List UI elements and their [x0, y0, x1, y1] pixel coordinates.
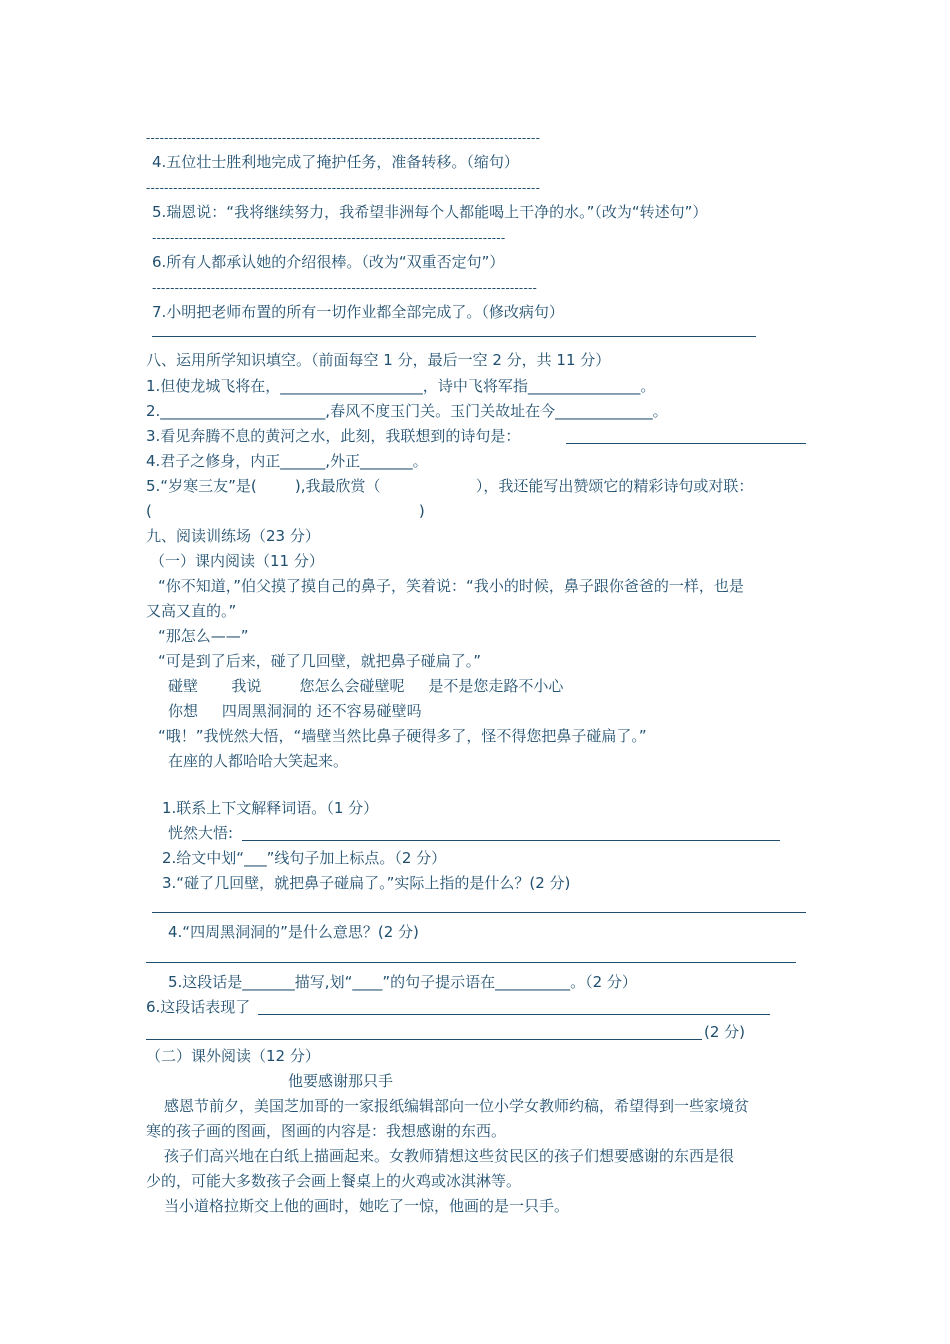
reading-q3: 3.“碰了几回壁，就把鼻子碰扁了。”实际上指的是什么？(2 分) [162, 874, 571, 892]
reading-q4: 4.“四周黑洞洞的”是什么意思？(2 分) [168, 923, 419, 941]
fill-8-4: 4.君子之修身，内正______,外正_______。 [146, 452, 428, 470]
fill-8-3: 3.看见奔腾不息的黄河之水，此刻，我联想到的诗句是： [146, 427, 521, 445]
answer-underline [146, 962, 796, 963]
article-line: 孩子们高兴地在白纸上描画起来。女教师猜想这些贫民区的孩子们想要感谢的东西是很 [164, 1147, 735, 1165]
passage-line: “那怎么——” [158, 627, 249, 645]
dashed-answer-line: --------------------------------------------------------------------------------------- [146, 181, 541, 195]
fill-8-1: 1.但使龙城飞将在，___________________，诗中飞将军指_______________。 [146, 377, 656, 395]
article-title: 他要感谢那只手 [288, 1072, 394, 1090]
reading-q1: 1.联系上下文解释词语。（1 分） [162, 799, 379, 817]
answer-underline [242, 840, 780, 841]
answer-underline [152, 912, 806, 913]
article-line: 感恩节前夕，美国芝加哥的一家报纸编辑部向一位小学女教师约稿，希望得到一些家境贫 [164, 1097, 750, 1115]
answer-underline [152, 336, 756, 337]
reading-q5: 5.这段话是_______描写,划“____”的句子提示语在__________。（2 分） [168, 973, 637, 991]
article-line: 少的，可能大多数孩子会画上餐桌上的火鸡或冰淇淋等。 [146, 1172, 522, 1190]
reading-q2: 2.给文中划“___”线句子加上标点。（2 分） [162, 849, 447, 867]
fill-8-5-blank: ( ) [146, 502, 425, 520]
article-line: 寒的孩子画的图画，图画的内容是：我想感谢的东西。 [146, 1122, 507, 1140]
reading-q6: 6.这段话表现了 [146, 998, 251, 1016]
reading-1-heading: （一）课内阅读（11 分） [150, 552, 324, 570]
question-7-6: 6.所有人都承认她的介绍很棒。（改为“双重否定句”） [152, 253, 505, 271]
reading-q6-score: (2 分) [704, 1023, 746, 1041]
passage-line: 你想 四周黑洞洞的 还不容易碰壁吗 [168, 702, 422, 720]
reading-2-heading: （二）课外阅读（12 分） [146, 1047, 320, 1065]
passage-line: 碰壁 我说 您怎么会碰壁呢 是不是您走路不小心 [168, 677, 564, 695]
answer-underline [146, 1039, 702, 1040]
passage-line: 又高又直的。” [146, 602, 237, 620]
fill-8-2: 2.______________________,春风不度玉门关。玉门关故址在今_____________。 [146, 402, 668, 420]
dashed-answer-line: ------------------------------------------------------------------------------ [152, 231, 506, 245]
reading-q1-term: 恍然大悟: [168, 824, 234, 842]
question-7-7: 7.小明把老师布置的所有一切作业都全部完成了。（修改病句） [152, 303, 564, 321]
question-7-5: 5.瑞恩说：“我将继续努力，我希望非洲每个人都能喝上干净的水。”（改为“转述句”） [152, 203, 708, 221]
answer-underline [566, 443, 806, 444]
passage-line: 在座的人都哈哈大笑起来。 [168, 752, 349, 770]
dashed-answer-line: ------------------------------------------------------------------------------------- [152, 281, 538, 295]
fill-8-5: 5.“岁寒三友”是( ),我最欣赏（ ），我还能写出赞颂它的精彩诗句或对联： [146, 477, 754, 495]
answer-underline [258, 1014, 770, 1015]
passage-line: “可是到了后来，碰了几回壁，就把鼻子碰扁了。” [158, 652, 482, 670]
article-line: 当小道格拉斯交上他的画时，她吃了一惊，他画的是一只手。 [164, 1197, 570, 1215]
section-8-heading: 八、运用所学知识填空。（前面每空 1 分，最后一空 2 分，共 11 分） [146, 351, 611, 369]
dashed-answer-line: --------------------------------------------------------------------------------------- [146, 131, 541, 145]
section-9-heading: 九、阅读训练场（23 分） [146, 527, 320, 545]
question-7-4: 4.五位壮士胜利地完成了掩护任务，准备转移。（缩句） [152, 153, 519, 171]
passage-line: “你不知道，”伯父摸了摸自己的鼻子，笑着说：“我小的时候，鼻子跟你爸爸的一样，也是 [158, 577, 744, 595]
passage-line: “哦！”我恍然大悟，“墙壁当然比鼻子硬得多了，怪不得您把鼻子碰扁了。” [158, 727, 647, 745]
